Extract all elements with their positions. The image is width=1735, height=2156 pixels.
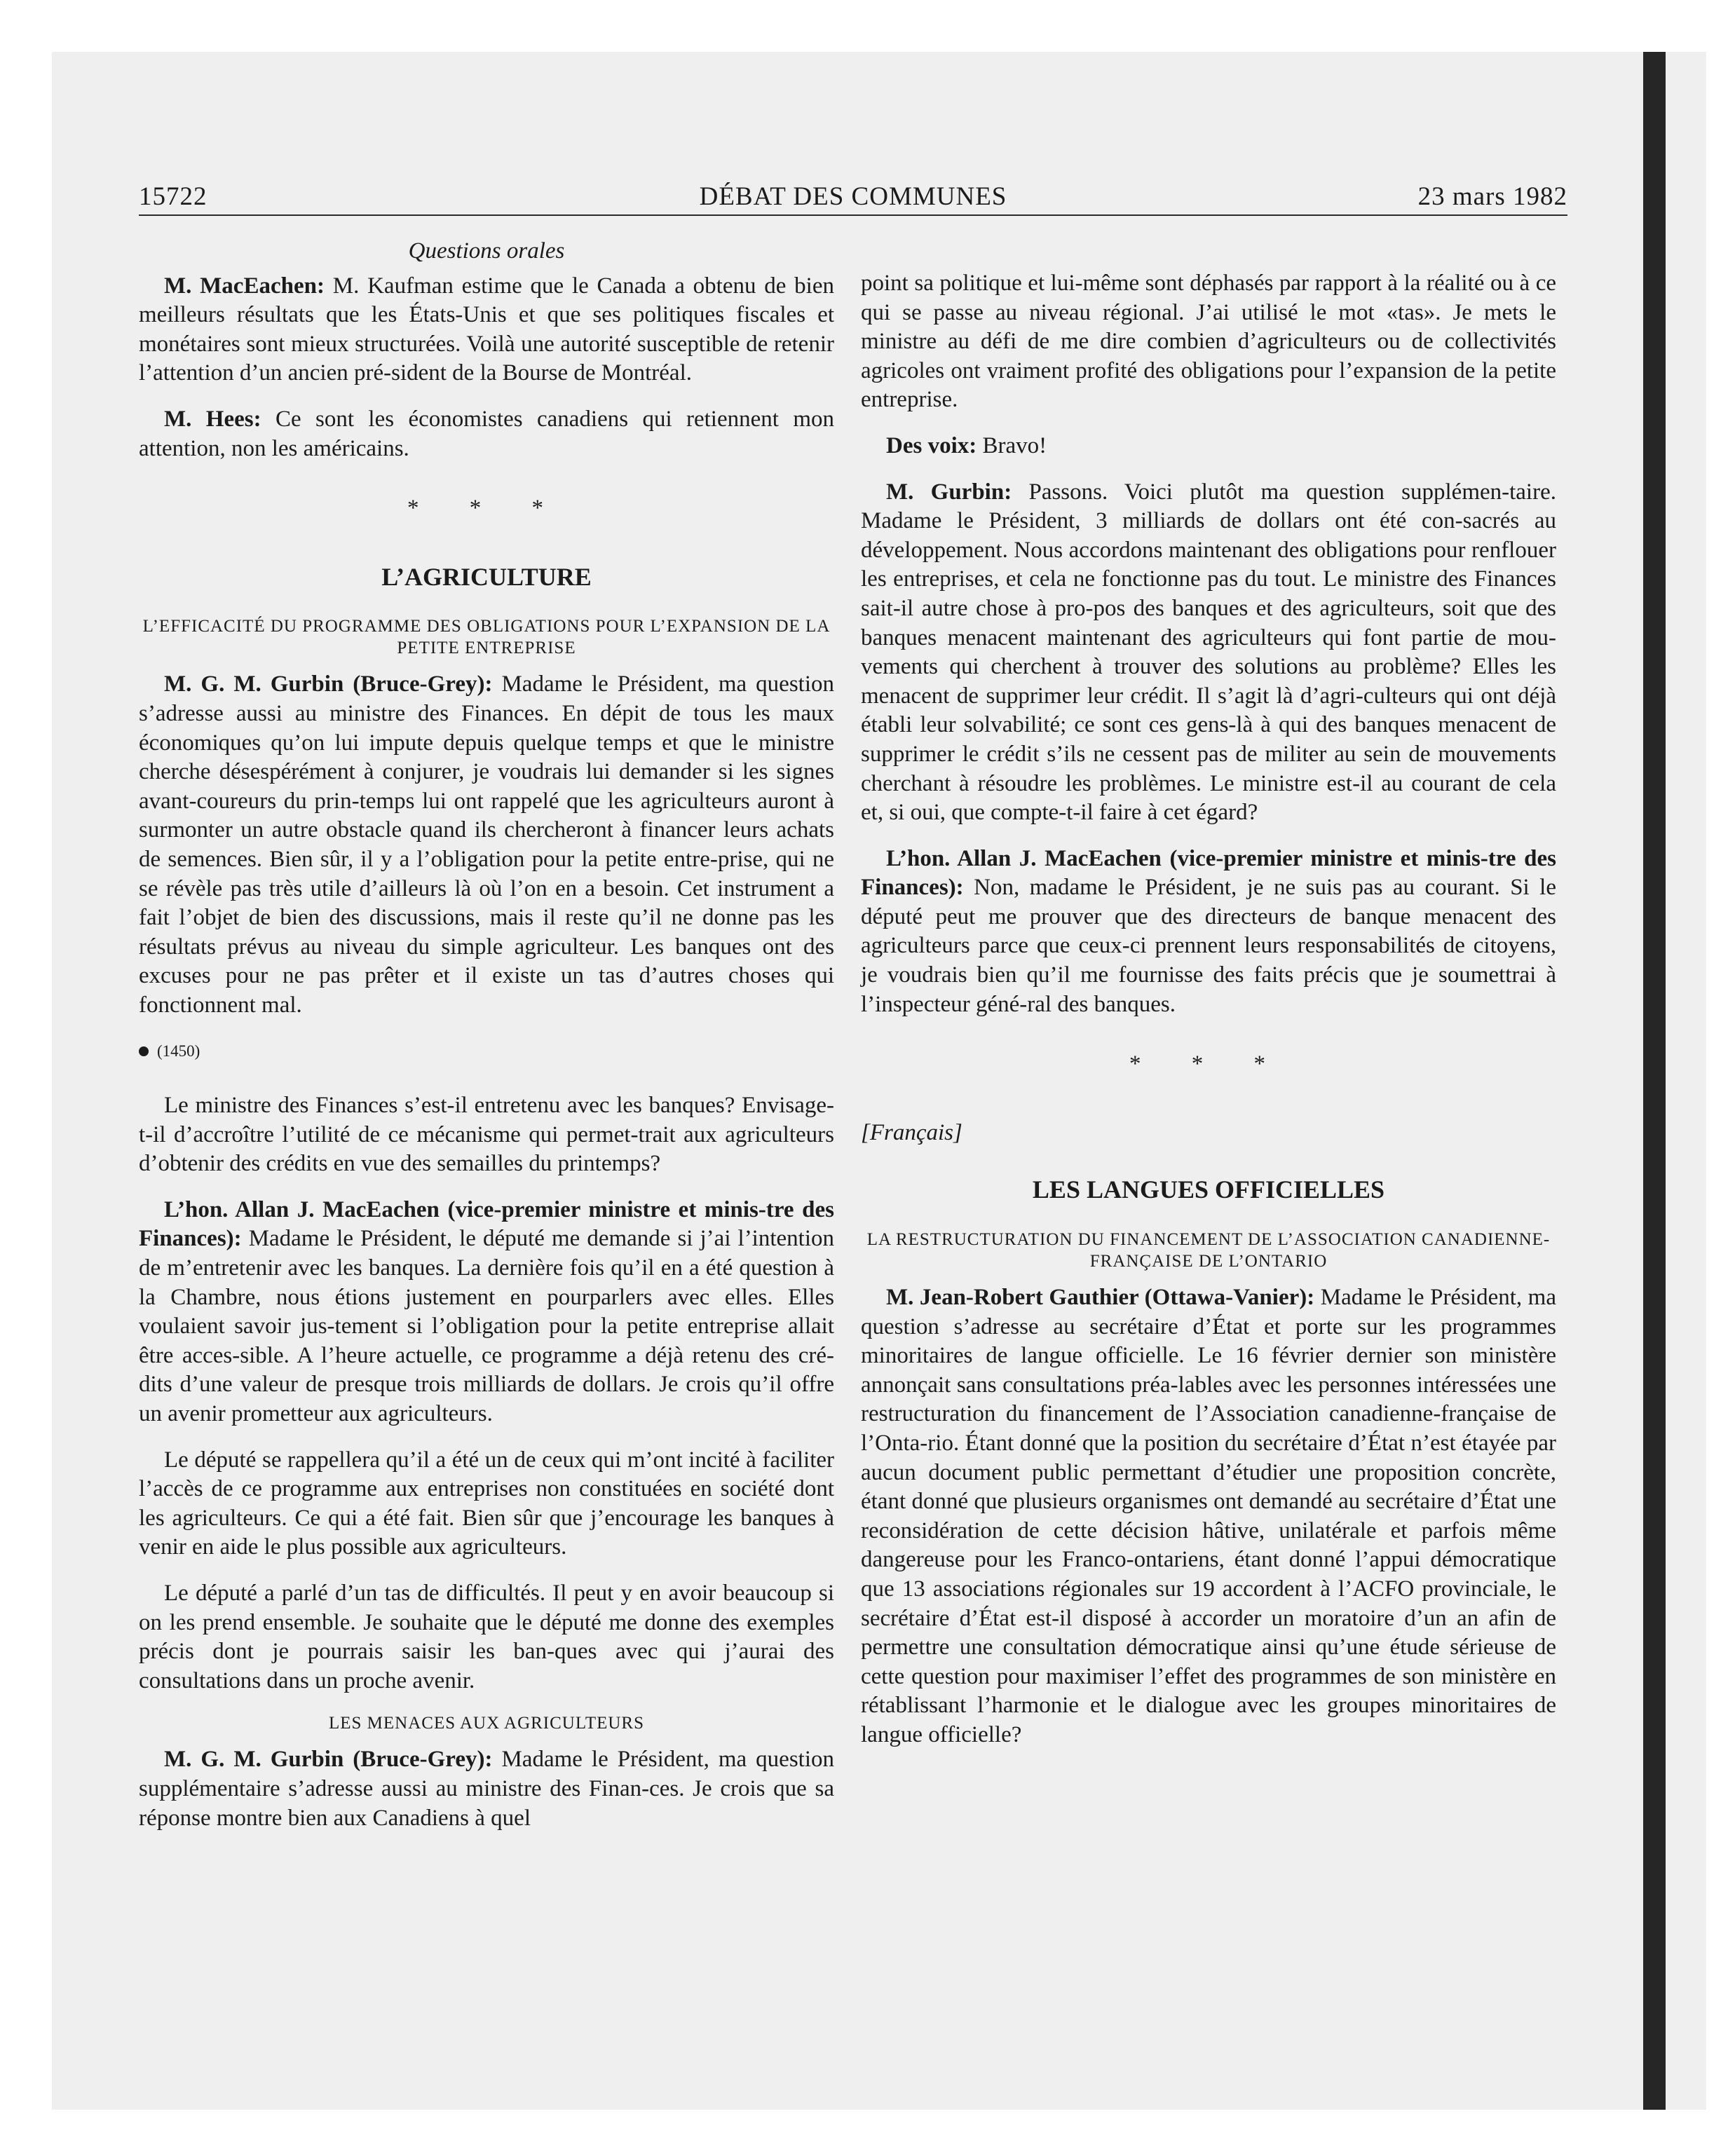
speaker: L’hon. Allan J. MacEachen (vice-premier ministre et minis-tre des Finances): xyxy=(139,1196,834,1252)
paragraph xyxy=(139,405,834,463)
right-column xyxy=(861,269,1556,1767)
scan-edge-bar xyxy=(1643,52,1666,2110)
subheading: LES MENACES AUX AGRICULTEURS xyxy=(328,1714,645,1733)
subheading: LA RESTRUCTURATION DU FINANCEMENT DE L’ASSOCIATION CANADIENNE-FRANÇAISE DE L’ONTARIO xyxy=(866,1230,1551,1271)
speaker: M. G. M. Gurbin (Bruce-Grey): xyxy=(164,1747,493,1773)
timestamp xyxy=(139,1037,834,1066)
paragraph xyxy=(139,272,834,388)
page-date: 23 mars 1982 xyxy=(1417,182,1567,211)
paragraph: Le député se rappellera qu’il a été un de ceux qui m’ont incité à faciliter l’accès de ce programme aux entreprises non constituées en société dont les agriculteurs. Ce qui a été fait. Bien sûr que j’encourage les banques à venir en aide le plus possible aux agriculteurs. xyxy=(139,1447,834,1560)
section-separator: * * * xyxy=(407,496,566,521)
paragraph-text: Passons. Voici plutôt ma question supplémen-taire. Madame le Président, 3 milliards de dollars ont été con-sacrés au développement. Nous accordons maintenant des obligations pour renflouer les entreprises, et cela ne fonctionne pas du tout. Le ministre des Finances sait-il autre chose à pro-pos des banques et des agriculteurs, soit que des banques menacent maintenant des agriculteurs qui font partie de mou-vements qui cherchent à trouver des solutions au problème? Elles les menacent de supprimer leur crédit. Il s’agit là d’agri-culteurs qui ont déjà établi leur solvabilité; ce sont ces gens-là à qui des banques menacent de supprimer le crédit s’ils ne cessent pas de militer au sein de mouvements cherchant à résoudre les problèmes. Le ministre est-il au courant de cela et, si oui, que compte-t-il faire à cet égard? xyxy=(861,479,1556,826)
section-separator: * * * xyxy=(1129,1051,1288,1077)
speaker: M. MacEachen: xyxy=(164,273,325,299)
section-label: Questions orales xyxy=(408,238,565,264)
paragraph xyxy=(139,1196,834,1429)
bullet-icon xyxy=(139,1046,149,1056)
paragraph-text: Madame le Président, ma question s’adresse au secrétaire d’État et porte sur les programmes minoritaires de langue officielle. Le 16 février dernier son ministère annonçait sans consultations préa-lables avec les personnes intéressées une restructuration du financement de l’Association canadienne-française de l’Onta-rio. Étant donné que la position du secrétaire d’État n’est étayée par aucun document public permettant d’étudier une proposition concrète, étant donné que plusieurs organismes ont demandé au secrétaire d’État une reconsidération de cette décision hâtive, unilatérale et parfois même dangereuse pour les Franco-ontariens, étant donné l’appui démocratique que 13 associations régionales sur 19 accordent à l’ACFO provinciale, le secrétaire d’État est-il disposé à accorder un moratoire d’un an afin de permettre une consultation démocratique ainsi qu’une étude sérieuse de cette question pour maximiser l’effet des programmes de son ministère en rétablissant l’harmonie et le dialogue avec les groupes minoritaires de langue officielle? xyxy=(861,1285,1556,1747)
speaker: M. Gurbin: xyxy=(886,479,1012,505)
paragraph-text: Madame le Président, ma question s’adresse aussi au ministre des Finances. En dépit de tous les maux économiques qu’on lui impute depuis quelque temps et que le ministre cherche désespérément à conjurer, je voudrais lui demander si les signes avant-coureurs du prin-temps lui ont rappelé que les agriculteurs auront à surmonter un autre obstacle quand ils chercheront à financer leurs achats de semences. Bien sûr, il y a l’obligation pour la petite entre-prise, qui ne se révèle pas très utile d’ailleurs là où l’on en a besoin. Cet instrument a fait l’objet de bien des discussions, mais il reste qu’il ne donne pas les résultats prévus au niveau du simple agriculteur. Les banques ont des excuses pour ne pas prêter et il existe un tas d’autres choses qui fonctionnent mal. xyxy=(139,671,834,1018)
paragraph xyxy=(861,845,1556,1020)
language-label: [Français] xyxy=(861,1119,962,1145)
speaker: M. Hees: xyxy=(164,406,261,432)
section-heading: LES LANGUES OFFICIELLES xyxy=(1032,1175,1385,1204)
paragraph-text: Madame le Président, le député me demande si j’ai l’intention de m’entretenir avec les banques. La dernière fois qu’il en a été question à la Chambre, nous étions justement en pourparlers avec elles. Elles voulaient savoir jus-tement si l’obligation pour la petite entreprise allait être acces-sible. A l’heure actuelle, ce programme a déjà retenu des cré-dits d’une valeur de presque trois milliards de dollars. Je crois qu’il offre un avenir prometteur aux agriculteurs. xyxy=(139,1226,834,1426)
subheading: L’EFFICACITÉ DU PROGRAMME DES OBLIGATIONS POUR L’EXPANSION DE LA PETITE ENTREPRISE xyxy=(142,617,831,658)
page-number: 15722 xyxy=(139,182,207,211)
speaker: L’hon. Allan J. MacEachen (vice-premier ministre et minis-tre des Finances): xyxy=(861,845,1556,901)
speaker: M. G. M. Gurbin (Bruce-Grey): xyxy=(164,671,493,697)
paragraph-text: Madame le Président, ma question supplémentaire s’adresse aussi au ministre des Finan-ces. Je crois que sa réponse montre bien aux Canadiens à quel xyxy=(139,1747,834,1831)
paragraph-text: Ce sont les économistes canadiens qui retiennent mon attention, non les américains. xyxy=(139,406,834,461)
paragraph xyxy=(861,432,1556,461)
section-heading: L’AGRICULTURE xyxy=(381,562,592,591)
paragraph: point sa politique et lui-même sont déphasés par rapport à la réalité ou à ce qui se passe au niveau régional. J’ai utilisé le mot «tas». Je mets le ministre au défi de me dire combien d’agriculteurs ou de collectivités agricoles ont vraiment profité des obligations pour l’expansion de la petite entreprise. xyxy=(861,271,1556,413)
paragraph: Le ministre des Finances s’est-il entretenu avec les banques? Envisage-t-il d’accroître l’utilité de ce mécanisme qui permet-trait aux agriculteurs d’obtenir des crédits en vue des semailles du printemps? xyxy=(139,1093,834,1177)
speaker: Des voix: xyxy=(886,432,977,458)
paragraph xyxy=(139,1745,834,1833)
paragraph xyxy=(861,478,1556,828)
running-title: DÉBAT DES COMMUNES xyxy=(699,182,1007,211)
page-header xyxy=(139,181,1567,216)
paragraph-text: Bravo! xyxy=(977,432,1047,458)
paragraph: Le député a parlé d’un tas de difficultés. Il peut y en avoir beaucoup si on les prend ensemble. Je souhaite que le député me donne des exemples précis dont je pourrais saisir les ban-ques avec qui j’aurai des consultations dans un proche avenir. xyxy=(139,1580,834,1693)
paragraph xyxy=(139,670,834,1020)
timestamp-text: (1450) xyxy=(157,1042,200,1060)
paragraph xyxy=(861,1283,1556,1750)
paragraph-text: M. Kaufman estime que le Canada a obtenu de bien meilleurs résultats que les États-Unis et que ses politiques fiscales et monétaires sont mieux structurées. Voilà une autorité susceptible de retenir l’attention d’un ancien pré-sident de la Bourse de Montréal. xyxy=(139,273,834,386)
speaker: M. Jean-Robert Gauthier (Ottawa-Vanier): xyxy=(886,1285,1315,1311)
paragraph-text: Non, madame le Président, je ne suis pas au courant. Si le député peut me prouver que des directeurs de banque menacent des agriculteurs parce que ceux-ci prennent leurs responsabilités de citoyens, je voudrais bien qu’il me fournisse des faits précis que je soumettrai à l’inspecteur géné-ral des banques. xyxy=(861,875,1556,1017)
left-column xyxy=(139,237,834,1850)
